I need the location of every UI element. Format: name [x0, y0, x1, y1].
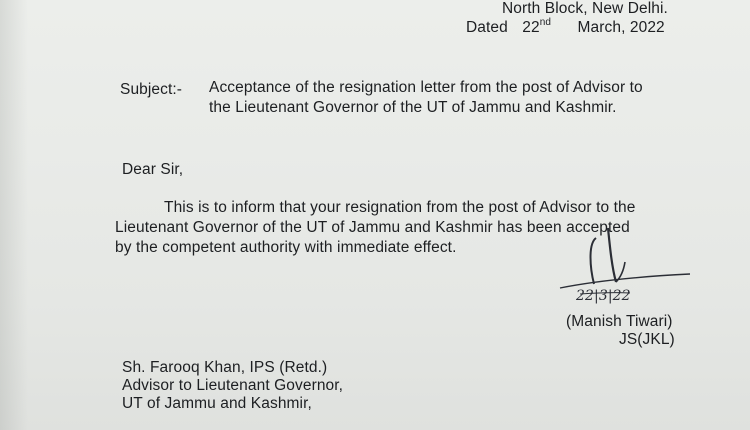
body-line-3: by the competent authority with immediate effect. [115, 239, 457, 256]
body-line-2: Lieutenant Governor of the UT of Jammu and Kashmir has been accepted [115, 219, 630, 236]
handwritten-date: 22|3|22 [576, 288, 631, 304]
page-shadow [0, 0, 28, 430]
subject-line-1: Acceptance of the resignation letter from the post of Advisor to [209, 79, 643, 96]
date-day: 22 [522, 19, 540, 36]
recipient-location: UT of Jammu and Kashmir, [122, 395, 312, 412]
subject-line-2: the Lieutenant Governor of the UT of Jammu and Kashmir. [209, 99, 617, 116]
letter-date [466, 16, 665, 37]
recipient-name: Sh. Farooq Khan, IPS (Retd.) [122, 359, 328, 376]
dated-label: Dated [466, 19, 508, 36]
signatory-designation: JS(JKL) [619, 331, 675, 348]
signatory-name: (Manish Tiwari) [566, 313, 673, 330]
date-month-year: March, 2022 [577, 19, 665, 36]
date-day-suffix: nd [539, 16, 552, 28]
sender-address: North Block, New Delhi. [502, 0, 668, 17]
body-line-1: This is to inform that your resignation from the post of Advisor to the [164, 199, 636, 216]
salutation: Dear Sir, [122, 161, 184, 178]
recipient-designation: Advisor to Lieutenant Governor, [122, 377, 344, 394]
subject-label: Subject:- [120, 81, 183, 98]
